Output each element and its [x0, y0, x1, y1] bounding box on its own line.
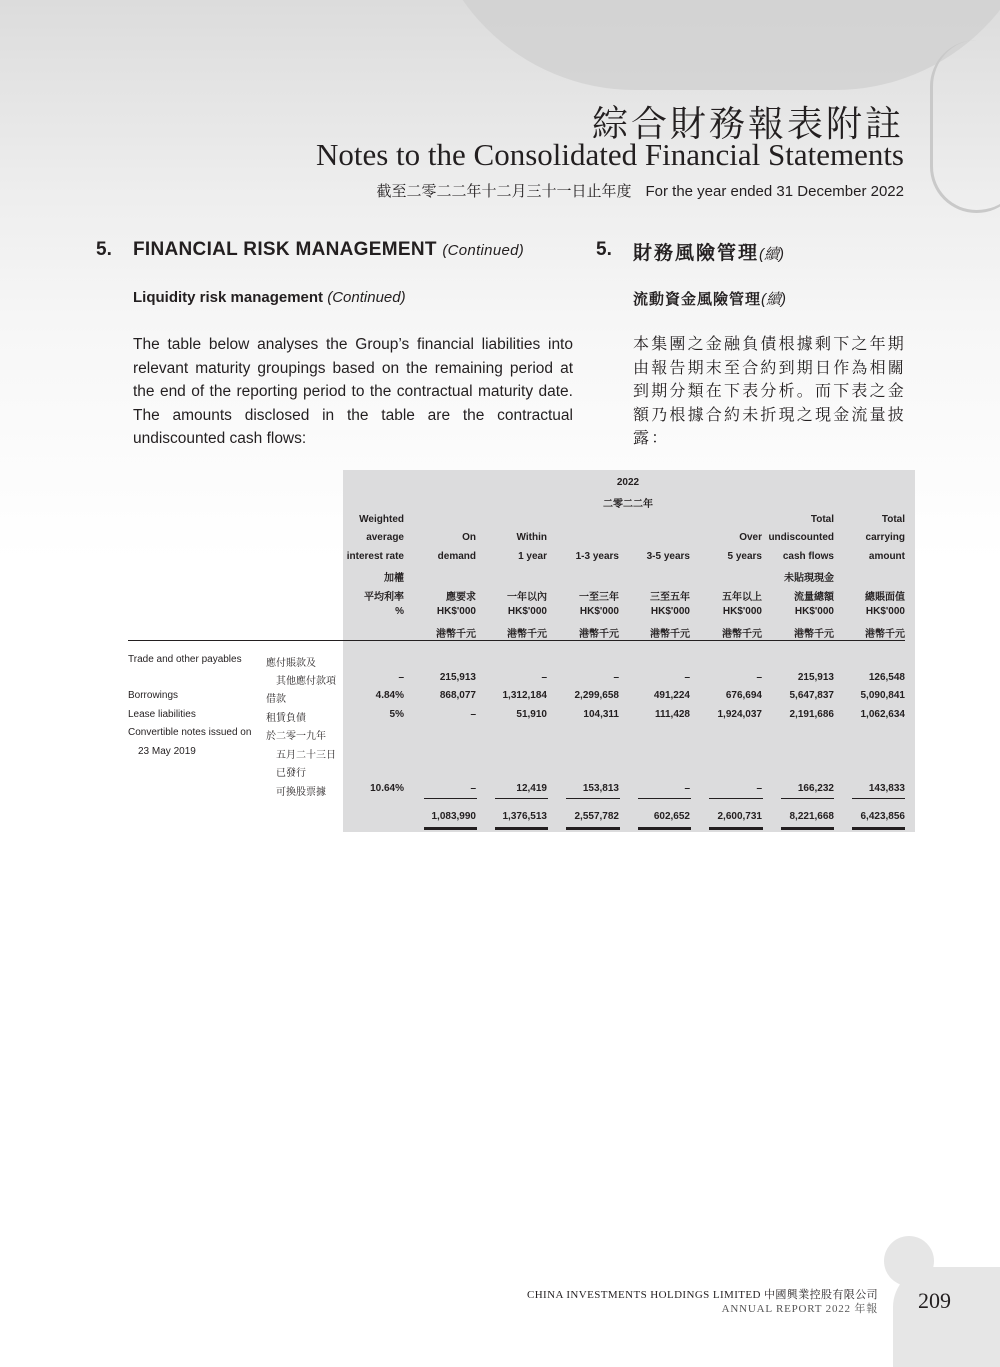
row-label-cn: 於二零一九年: [266, 731, 326, 742]
page-number: 209: [918, 1288, 951, 1313]
subtotal-rule: [852, 798, 905, 799]
subheading-continued-cn: (續): [761, 291, 787, 308]
table-cell: 215,913: [439, 672, 476, 683]
subtotal-rule: [566, 798, 620, 799]
table-year: 2022: [616, 477, 640, 488]
header-within-3: HK$'000: [507, 606, 547, 617]
header-rate-2: interest rate: [346, 551, 404, 562]
header-rate-1: average: [366, 532, 404, 543]
table-cell: –: [684, 672, 690, 683]
header-over5-1: 5 years: [727, 551, 762, 562]
row-label-cn: 可換股票據: [276, 787, 326, 798]
total-rule: [781, 827, 834, 830]
subheading-cn-text: 流動資金風險管理: [633, 291, 762, 308]
header-carrying-5: 港幣千元: [865, 629, 905, 640]
page-title-cn: 綜合財務報表附註: [591, 104, 904, 145]
header-over5-4: 港幣千元: [722, 629, 762, 640]
row-label-cn: 借款: [266, 694, 286, 705]
header-1-3-1: 一至三年: [579, 592, 619, 603]
total-cell: 602,652: [653, 811, 690, 822]
header-undisc-1: undiscounted: [768, 532, 834, 543]
header-within-0: Within: [516, 532, 547, 543]
table-year-cn: 二零二二年: [603, 499, 653, 510]
total-rule: [495, 827, 548, 830]
table-cell: 1,312,184: [502, 690, 547, 701]
header-undisc-3: 未貼現現金: [784, 573, 834, 584]
header-3-5-0: 3-5 years: [646, 551, 690, 562]
row-label-en: Borrowings: [128, 690, 179, 701]
header-ondemand-1: demand: [437, 551, 476, 562]
table-cell: –: [541, 672, 547, 683]
total-cell: 1,376,513: [502, 811, 547, 822]
subtotal-rule: [424, 798, 477, 799]
header-1-3-0: 1-3 years: [575, 551, 619, 562]
table-cell: 676,694: [725, 690, 762, 701]
table-cell: 1,062,634: [860, 709, 905, 720]
header-1-3-3: 港幣千元: [579, 629, 619, 640]
total-rule: [566, 827, 620, 830]
table-cell: –: [398, 672, 404, 683]
subtotal-rule: [638, 798, 691, 799]
header-ondemand-4: 港幣千元: [436, 629, 476, 640]
table-cell: 51,910: [516, 709, 547, 720]
header-1-3-2: HK$'000: [579, 606, 619, 617]
header-3-5-2: HK$'000: [650, 606, 690, 617]
header-rate-4: 平均利率: [364, 592, 404, 603]
header-rate-5: %: [395, 606, 404, 617]
subheading-continued-en: (Continued): [327, 289, 406, 306]
table-cell: 153,813: [582, 783, 619, 794]
row-label-cn: 五月二十三日: [276, 750, 336, 761]
table-cell: 215,913: [797, 672, 834, 683]
header-carrying-1: carrying: [865, 532, 905, 543]
header-ondemand-2: 應要求: [446, 592, 476, 603]
table-cell: 10.64%: [370, 783, 404, 794]
section-continued-cn: (續): [759, 246, 785, 263]
total-cell: 1,083,990: [431, 811, 476, 822]
table-cell: 166,232: [797, 783, 834, 794]
total-cell: 2,600,731: [717, 811, 762, 822]
row-label-en: 23 May 2019: [138, 746, 196, 757]
header-undisc-4: 流量總額: [794, 592, 834, 603]
table-cell: 491,224: [653, 690, 690, 701]
header-rule: [128, 640, 905, 641]
section-number-cn: 5.: [596, 239, 612, 260]
header-carrying-2: amount: [868, 551, 905, 562]
header-3-5-1: 三至五年: [650, 592, 690, 603]
table-cell: 5,090,841: [860, 690, 905, 701]
header-undisc-6: 港幣千元: [794, 629, 834, 640]
table-cell: 143,833: [868, 783, 905, 794]
table-cell: 126,548: [868, 672, 905, 683]
paragraph-cn: 本集團之金融負債根據剩下之年期由報告期末至合約到期日作為相關到期分類在下表分析。而下表之金額乃根據合約未折現之現金流量披露：: [633, 336, 907, 448]
row-label-en: Lease liabilities: [128, 709, 196, 720]
subtotal-rule: [709, 798, 763, 799]
section-title-cn-text: 財務風險管理: [633, 243, 760, 264]
header-carrying-3: 總賬面值: [865, 592, 905, 603]
table-cell: 868,077: [439, 690, 476, 701]
table-cell: 5,647,837: [789, 690, 834, 701]
header-within-1: 1 year: [518, 551, 547, 562]
header-undisc-5: HK$'000: [794, 606, 834, 617]
table-cell: –: [756, 783, 762, 794]
header-over5-0: Over: [739, 532, 762, 543]
header-over5-2: 五年以上: [722, 592, 762, 603]
table-cell: 111,428: [654, 709, 690, 720]
table-cell: 5%: [389, 709, 404, 720]
header-undisc-0: Total: [810, 514, 834, 525]
footer-report: ANNUAL REPORT 2022 年報: [721, 1303, 878, 1315]
header-rate-0: Weighted: [359, 514, 404, 525]
period-cn: 截至二零二二年十二月三十一日止年度: [376, 183, 632, 200]
subtotal-rule: [495, 798, 548, 799]
header-3-5-3: 港幣千元: [650, 629, 690, 640]
row-label-cn: 已發行: [276, 768, 306, 779]
table-cell: 4.84%: [375, 690, 404, 701]
header-carrying-4: HK$'000: [865, 606, 905, 617]
header-ondemand-0: On: [462, 532, 476, 543]
row-label-cn: 應付賬款及: [266, 658, 316, 669]
header-rate-3: 加權: [384, 573, 404, 584]
section-continued-en: (Continued): [442, 242, 525, 259]
section-number-en: 5.: [96, 239, 112, 260]
table-cell: 12,419: [516, 783, 547, 794]
page-number-background: [893, 1267, 1000, 1367]
total-rule: [638, 827, 691, 830]
header-over5-3: HK$'000: [722, 606, 762, 617]
table-cell: –: [613, 672, 619, 683]
total-rule: [424, 827, 477, 830]
header-within-4: 港幣千元: [507, 629, 547, 640]
header-carrying-0: Total: [881, 514, 905, 525]
total-rule: [852, 827, 905, 830]
table-cell: –: [470, 783, 476, 794]
table-cell: 2,299,658: [574, 690, 619, 701]
subheading-en-text: Liquidity risk management: [133, 289, 324, 306]
header-within-2: 一年以內: [507, 592, 547, 603]
total-cell: 2,557,782: [574, 811, 619, 822]
footer-company: CHINA INVESTMENTS HOLDINGS LIMITED 中國興業控股有限公司: [526, 1289, 878, 1301]
period-en: For the year ended 31 December 2022: [645, 183, 904, 200]
page-title-en: Notes to the Consolidated Financial Statements: [315, 137, 904, 172]
header-undisc-2: cash flows: [782, 551, 834, 562]
table-cell: 104,311: [583, 709, 619, 720]
header-ondemand-3: HK$'000: [436, 606, 476, 617]
total-cell: 8,221,668: [789, 811, 834, 822]
row-label-en: Trade and other payables: [128, 654, 242, 665]
table-cell: –: [756, 672, 762, 683]
row-label-cn: 租賃負債: [266, 713, 306, 724]
row-label-cn: 其他應付款項: [276, 676, 336, 687]
table-cell: –: [684, 783, 690, 794]
table-cell: –: [470, 709, 476, 720]
section-title-en-text: FINANCIAL RISK MANAGEMENT: [133, 239, 437, 260]
subtotal-rule: [781, 798, 834, 799]
paragraph-en: The table below analyses the Group’s financial liabilities into relevant maturity groupings based on the remaining period at the end of the reporting period to the contractual maturity date. The amounts disclosed in the table are the contractual undiscounted cash flows:: [133, 336, 573, 448]
total-cell: 6,423,856: [860, 811, 905, 822]
row-label-en: Convertible notes issued on: [128, 727, 252, 738]
table-cell: 1,924,037: [717, 709, 762, 720]
total-rule: [709, 827, 763, 830]
table-cell: 2,191,686: [789, 709, 834, 720]
